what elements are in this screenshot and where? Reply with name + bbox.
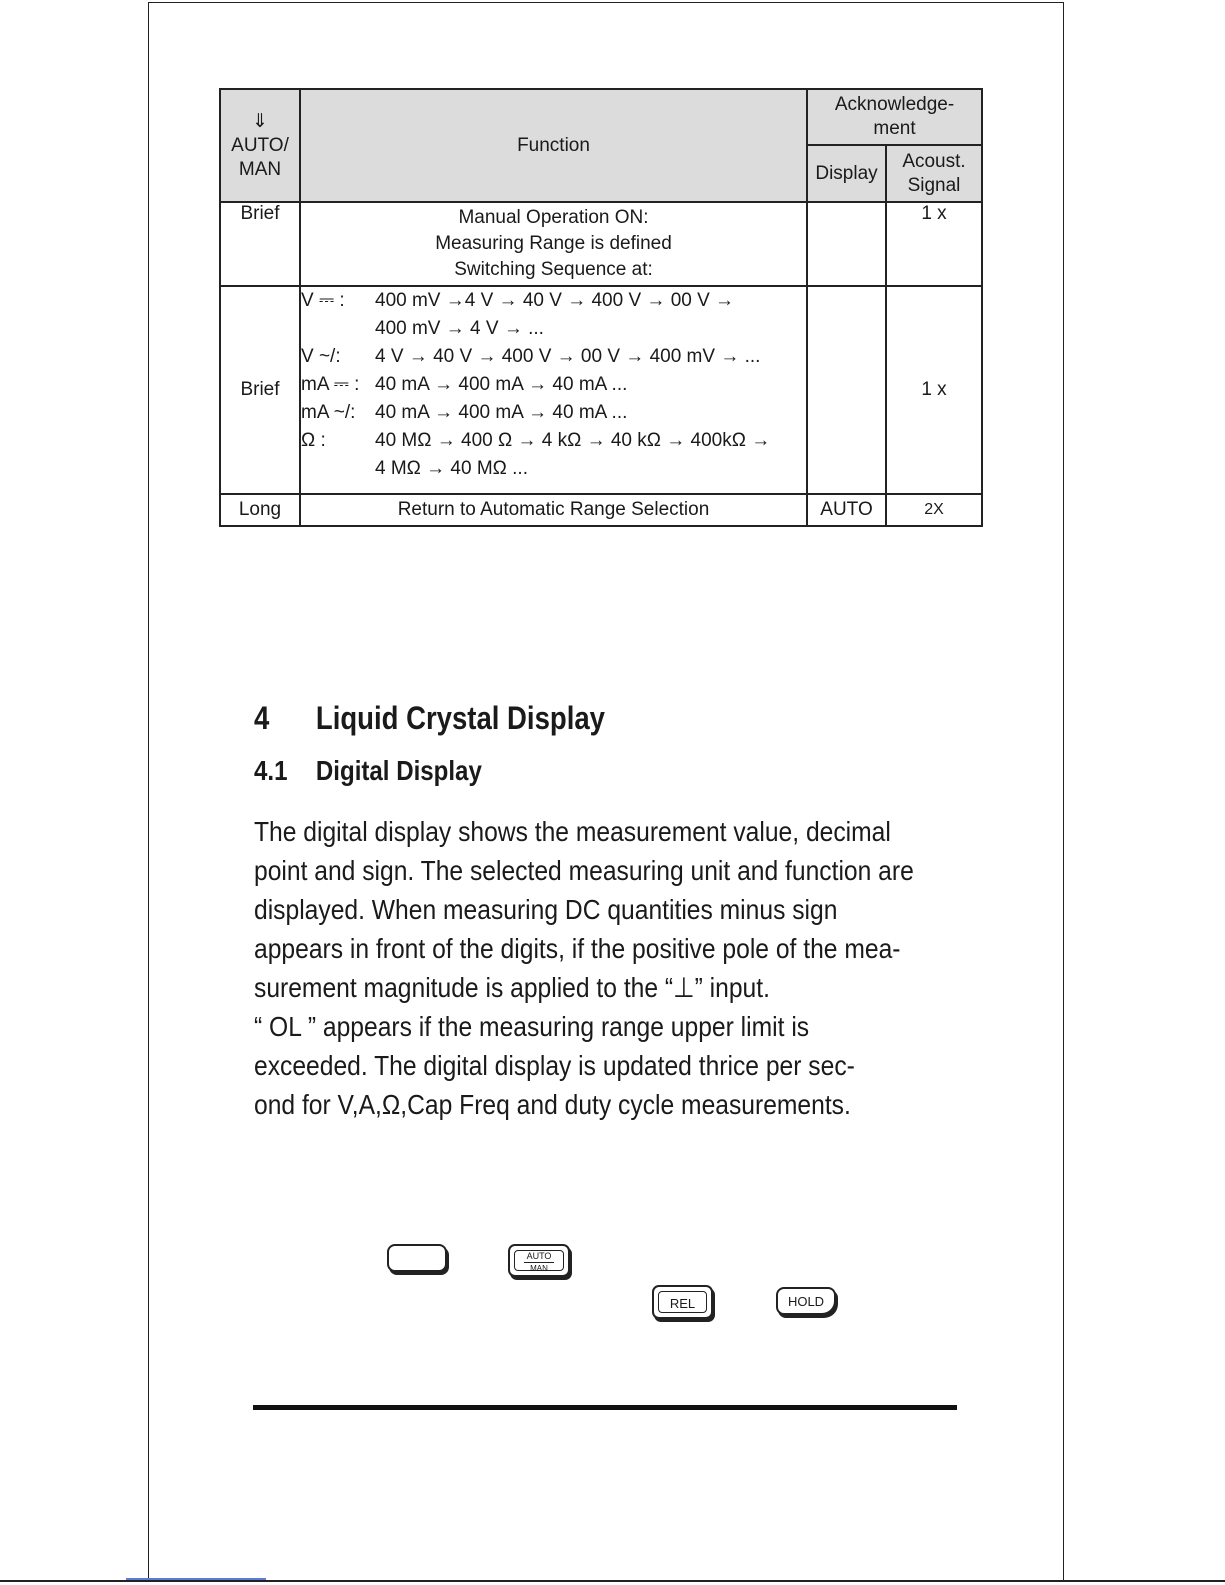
- header-acoustic-signal: Acoust. Signal: [886, 145, 982, 202]
- key-label-bottom: MAN: [530, 1264, 548, 1273]
- sequence-label: mA ~/:: [301, 402, 356, 423]
- digital-display-paragraph: [254, 812, 958, 1124]
- sequence-line: [301, 455, 806, 483]
- page-bottom-edge: [0, 1580, 1225, 1582]
- sequence-line: [301, 315, 806, 343]
- press-type: Brief: [220, 202, 300, 286]
- sequence-line: [301, 371, 806, 399]
- key-label: HOLD: [787, 1294, 825, 1309]
- paragraph-line: point and sign. The selected measuring unit and function are: [254, 855, 914, 886]
- link-underline[interactable]: [126, 1578, 266, 1580]
- function-cell: [300, 202, 807, 286]
- signal-cell: 2X: [886, 494, 982, 526]
- sequence-label: mA ⎓ :: [301, 374, 360, 395]
- subsection-title: Digital Display: [315, 755, 482, 786]
- header-function: Function: [300, 89, 807, 202]
- sequence-text: 400 mV →4 V → 40 V → 400 V → 00 V →: [375, 290, 735, 311]
- table-row: [220, 494, 982, 526]
- down-arrow-icon: ⇓: [252, 110, 268, 132]
- sequence-text: 4 V → 40 V → 400 V → 00 V → 400 mV → ...: [375, 346, 761, 367]
- sequence-line: [301, 343, 806, 371]
- subsection-number: 4.1: [254, 755, 288, 786]
- header-auto-man-label: AUTO/ MAN: [231, 134, 289, 180]
- switching-sequences: [300, 286, 807, 494]
- paragraph-line: ond for V,A,Ω,Cap Freq and duty cycle measurements.: [254, 1089, 851, 1120]
- sequence-text: 40 mA → 400 mA → 40 mA ...: [375, 374, 628, 395]
- sequence-text: 40 mA → 400 mA → 40 mA ...: [375, 402, 628, 423]
- paragraph-line: The digital display shows the measurement value, decimal: [254, 816, 891, 847]
- auto-man-key-icon: [508, 1244, 570, 1277]
- function-line: Switching Sequence at:: [454, 259, 653, 280]
- sequence-text: 4 MΩ → 40 MΩ ...: [375, 458, 528, 479]
- range-selection-table: [219, 88, 983, 527]
- sequence-label: V ⎓ :: [301, 290, 345, 311]
- paragraph-line: surement magnitude is applied to the “⊥” input.: [254, 972, 770, 1003]
- sequence-label: V ~/:: [301, 346, 341, 367]
- sequence-line: [301, 399, 806, 427]
- sequence-label: Ω :: [301, 430, 326, 451]
- sequence-line: [301, 427, 806, 455]
- signal-cell: 1 x: [886, 286, 982, 494]
- sequence-text: 400 mV → 4 V → ...: [375, 318, 544, 339]
- section-number: 4: [254, 700, 270, 736]
- signal-cell: 1 x: [886, 202, 982, 286]
- display-cell: [807, 286, 886, 494]
- paragraph-line: appears in front of the digits, if the positive pole of the mea-: [254, 933, 901, 964]
- table-row: [220, 202, 982, 286]
- display-cell: [807, 202, 886, 286]
- footer-rule: [253, 1405, 957, 1410]
- function-line: Measuring Range is defined: [435, 233, 672, 254]
- rel-key-icon: [652, 1285, 713, 1319]
- sequence-text: 40 MΩ → 400 Ω → 4 kΩ → 40 kΩ → 400kΩ →: [375, 430, 771, 451]
- header-auto-man: [220, 89, 300, 202]
- display-cell: AUTO: [807, 494, 886, 526]
- key-label: REL: [669, 1296, 696, 1311]
- header-acknowledgement: Acknowledge- ment: [807, 89, 982, 145]
- table-row: [220, 286, 982, 494]
- hold-key-icon: [776, 1287, 836, 1315]
- key-divider: [524, 1262, 554, 1263]
- press-type: Brief: [220, 286, 300, 494]
- paragraph-line: displayed. When measuring DC quantities minus sign: [254, 894, 838, 925]
- blank-key-icon: [387, 1244, 447, 1272]
- key-label-top: AUTO: [526, 1251, 552, 1261]
- section-title: Liquid Crystal Display: [315, 700, 605, 736]
- press-type: Long: [220, 494, 300, 526]
- header-display: Display: [807, 145, 886, 202]
- paragraph-line: exceeded. The digital display is updated thrice per sec-: [254, 1050, 855, 1081]
- function-cell: Return to Automatic Range Selection: [300, 494, 807, 526]
- function-line: Manual Operation ON:: [458, 207, 649, 228]
- sequence-line: [301, 287, 806, 315]
- section-heading: [254, 700, 605, 737]
- subsection-heading: [254, 755, 482, 787]
- paragraph-line: “ OL ” appears if the measuring range upper limit is: [254, 1011, 810, 1042]
